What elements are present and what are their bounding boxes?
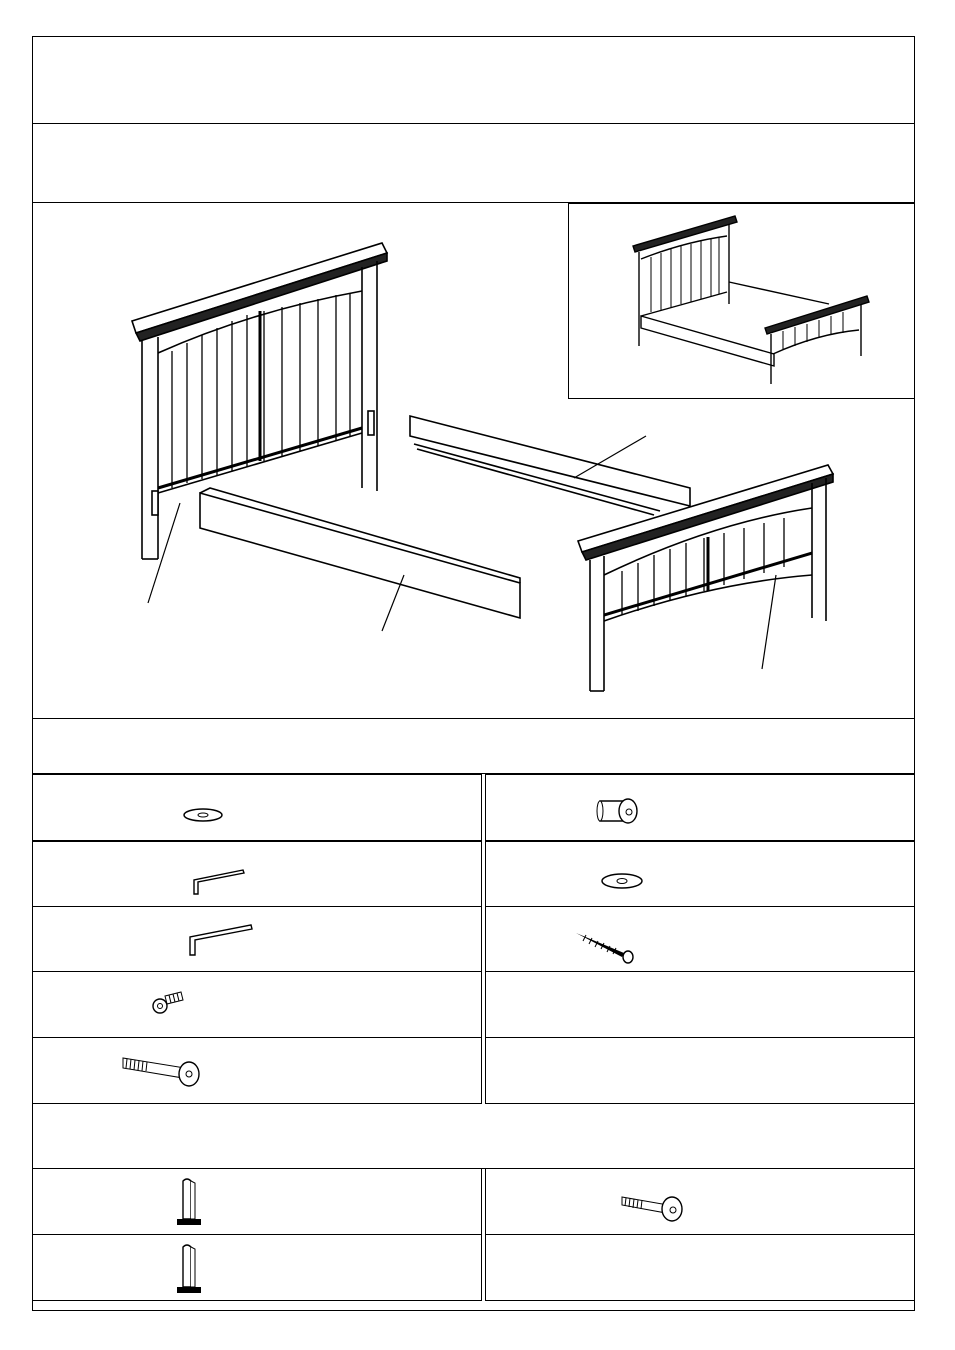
part-cell-6 <box>485 774 915 841</box>
part-cell-8 <box>485 906 915 972</box>
barrel-nut-icon <box>596 797 640 827</box>
subheader-band <box>32 124 915 203</box>
part-cell-1 <box>32 774 482 841</box>
part-cell-7 <box>485 841 915 907</box>
bracket-icon <box>175 1241 205 1295</box>
washer-icon <box>600 872 644 890</box>
part-cell-3 <box>32 906 482 972</box>
part-cell-4 <box>32 971 482 1038</box>
assembled-bed <box>569 204 913 397</box>
assembled-view <box>568 203 915 399</box>
extra-cell-4 <box>485 1234 915 1301</box>
bracket-icon <box>175 1175 205 1227</box>
wood-screw-icon <box>574 929 638 965</box>
part-cell-2 <box>32 841 482 907</box>
extra-heading-band <box>32 1103 915 1169</box>
extra-cell-1 <box>32 1168 482 1235</box>
part-cell-5 <box>32 1037 482 1104</box>
allen-key-icon <box>187 923 255 957</box>
allen-key-icon <box>191 868 247 896</box>
parts-heading-band <box>32 719 915 774</box>
title-band <box>32 36 915 124</box>
washer-icon <box>183 807 223 823</box>
long-bolt-icon <box>121 1050 203 1090</box>
bolt-icon <box>620 1191 686 1225</box>
short-bolt-icon <box>151 990 185 1016</box>
extra-cell-2 <box>32 1234 482 1301</box>
part-cell-9 <box>485 971 915 1038</box>
extra-cell-3 <box>485 1168 915 1235</box>
part-cell-10 <box>485 1037 915 1104</box>
